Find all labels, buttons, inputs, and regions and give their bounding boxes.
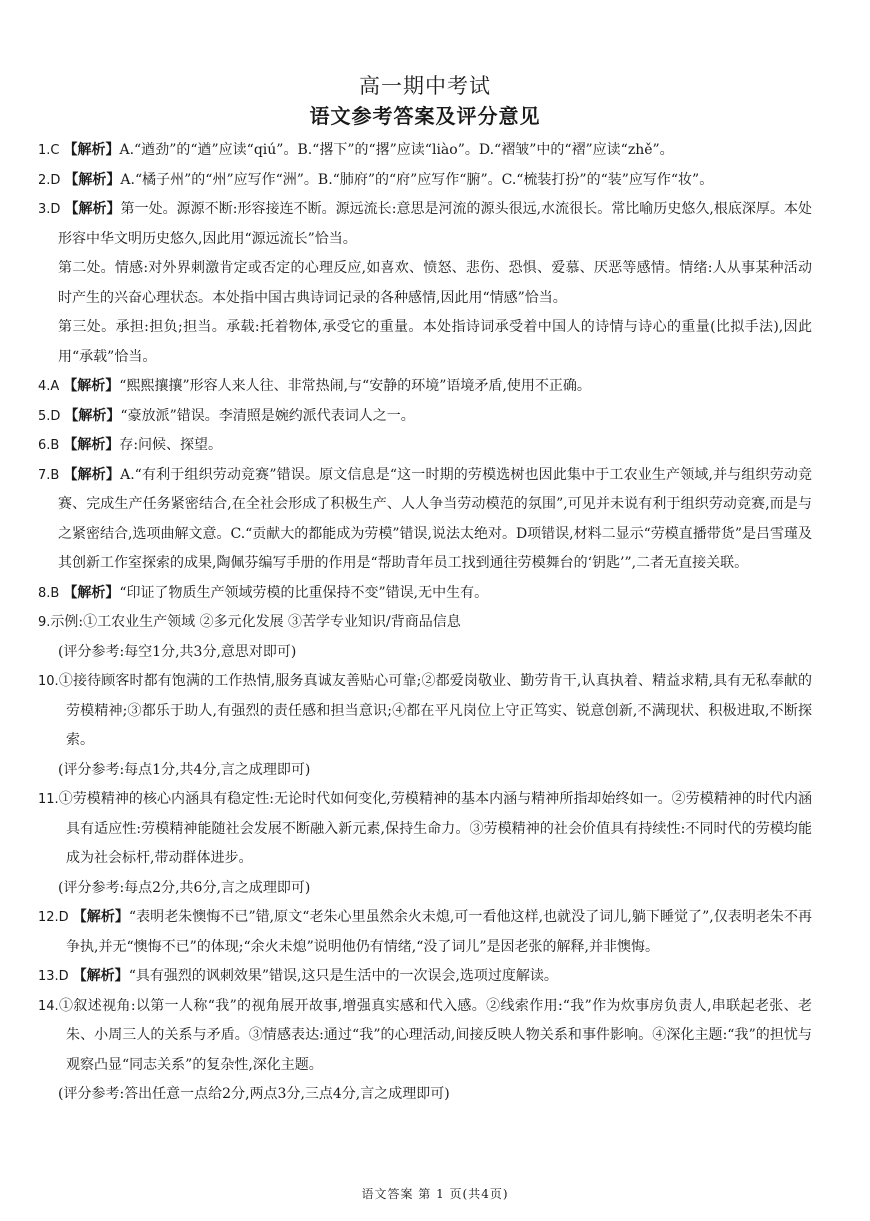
scoring-note-9 (38, 638, 812, 668)
analysis-tag: 【解析】 (72, 968, 129, 984)
answer-item-8 (38, 579, 812, 609)
answer-item-11 (38, 785, 812, 874)
answer-text: A.“橘子州”的“州”应写作“洲”。B.“肺府”的“府”应写作“腑”。C.“梳装打扮”的“装”应写作“妆”。 (120, 171, 714, 188)
answer-item-10 (38, 667, 812, 756)
analysis-tag: 【解析】 (64, 407, 121, 424)
answer-number: 14. (38, 998, 59, 1014)
answer-text: 存:问候、探望。 (119, 437, 223, 453)
analysis-tag: 【解析】 (63, 437, 120, 453)
answer-item-6 (38, 431, 812, 461)
answer-number: 3.D (38, 202, 61, 217)
answer-number: 1.C (38, 143, 60, 158)
answer-number: 13.D (38, 969, 69, 984)
answer-item-3-part-3 (38, 313, 812, 372)
answer-number: 5.D (38, 408, 61, 424)
answer-item-3 (38, 195, 812, 254)
scoring-note-14 (38, 1080, 812, 1110)
answer-number: 8.B (38, 585, 60, 601)
answer-text: ①劳模精神的核心内涵具有稳定性:无论时代如何变化,劳模精神的基本内涵与精神所指却始终如一。②劳模精神的时代内涵具有适应性:劳模精神能随社会发展不断融入新元素,保持生命力。③劳模精神的社会价值具有持续性:不同时代的劳模均能成为社会标杆,带动群体进步。 (58, 791, 812, 866)
answer-text: 第二处。情感:对外界刺激肯定或否定的心理反应,如喜欢、愤怒、悲伤、恐惧、爱慕、厌恶等感情。情绪:人从事某种活动时产生的兴奋心理状态。本处指中国古典诗词记录的各种感情,因此用“情感”恰当。 (58, 260, 812, 306)
answer-number: 11. (38, 792, 59, 807)
answer-text: “表明老朱懊悔不已”错,原文“老朱心里虽然余火未熄,可一看他这样,也就没了词儿,躺下睡觉了”,仅表明老朱不再争执,并无“懊悔不已”的体现;“余火未熄”说明他仍有情绪,“没了词儿”是因老张的解释,并非懊悔。 (66, 909, 812, 955)
answer-text: 示例:①工农业生产领域 ②多元化发展 ③苦学专业知识/背商品信息 (50, 614, 461, 630)
scoring-text: (评分参考:每空1分,共3分,意思对即可) (58, 643, 297, 660)
scoring-note-11 (38, 874, 812, 904)
analysis-tag: 【解析】 (63, 584, 120, 601)
answer-number: 7.B (38, 467, 60, 483)
answer-text: A.“有利于组织劳动竞赛”错误。原文信息是“这一时期的劳模选树也因此集中于工农业生产领域,并与组织劳动竞赛、完成生产任务紧密结合,在全社会形成了积极生产、人人争当劳动模范的氛围”,可见并未说有利于组织劳动竞赛,而是与之紧密结合,选项曲解文意。C.“贡献大的都能成为劳模”错误,说法太绝对。D项错误,材料二显示“劳模直播带货”是吕雪瑾及其创新工作室探索的成果,陶佩芬编写手册的作用是“帮助青年员工找到通往劳模舞台的‘钥匙’”,二者无直接关联。 (58, 466, 813, 571)
page-subtitle: 语文参考答案及评分意见 (309, 104, 541, 128)
answer-item-13 (38, 962, 812, 992)
answer-item-12 (38, 903, 812, 962)
answer-number: 2.D (38, 172, 61, 188)
scoring-text: (评分参考:答出任意一点给2分,两点3分,三点4分,言之成理即可) (58, 1086, 450, 1102)
answer-number: 9. (38, 615, 51, 630)
scoring-text: (评分参考:每点1分,共4分,言之成理即可) (58, 761, 311, 778)
answer-item-14 (38, 992, 812, 1081)
answer-text: ①叙述视角:以第一人称“我”的视角展开故事,增强真实感和代入感。②线索作用:“我”作为炊事房负责人,串联起老张、老朱、小周三人的关系与矛盾。③情感表达:通过“我”的心理活动,间接反映人物关系和事件影响。④深化主题:“我”的担忧与观察凸显“同志关系”的复杂性,深化主题。 (58, 997, 812, 1073)
page-footer: 语文答案 第 1 页(共4页) (361, 1187, 509, 1201)
answer-text: “印证了物质生产领域劳模的比重保持不变”错误,无中生有。 (119, 584, 489, 601)
scoring-note-10 (38, 756, 812, 786)
analysis-tag: 【解析】 (63, 142, 120, 158)
answer-number: 6.B (38, 438, 60, 453)
analysis-tag: 【解析】 (63, 378, 120, 394)
answer-item-4 (38, 372, 812, 402)
answer-item-5 (38, 402, 812, 432)
answer-number: 4.A (38, 379, 60, 394)
answer-item-3-part-2 (38, 254, 812, 313)
answer-text: ①接待顾客时都有饱满的工作热情,服务真诚友善贴心可靠;②都爱岗敬业、勤劳肯干,认真执着、精益求精,具有无私奉献的劳模精神;③都乐于助人,有强烈的责任感和担当意识;④都在平凡岗位上守正笃实、锐意创新,不满现状、积极进取,不断探索。 (58, 673, 812, 748)
answer-text: “具有强烈的讽刺效果”错误,这只是生活中的一次误会,选项过度解读。 (128, 968, 558, 984)
analysis-tag: 【解析】 (64, 201, 121, 217)
answer-item-9 (38, 608, 812, 638)
answer-text: “熙熙攘攘”形容人来人往、非常热闹,与“安静的环境”语境矛盾,使用不正确。 (119, 378, 591, 394)
answer-text: “豪放派”错误。李清照是婉约派代表词人之一。 (120, 407, 415, 424)
scoring-text: (评分参考:每点2分,共6分,言之成理即可) (58, 879, 311, 896)
analysis-tag: 【解析】 (63, 466, 121, 483)
answer-number: 12.D (38, 910, 69, 925)
analysis-tag: 【解析】 (72, 909, 129, 925)
answer-text: 第一处。源源不断:形容接连不断。源远流长:意思是河流的源头很远,水流很长。常比喻历史悠久,根底深厚。本处形容中华文明历史悠久,因此用“源远流长”恰当。 (58, 201, 813, 247)
analysis-tag: 【解析】 (64, 171, 121, 188)
answer-text: A.“遒劲”的“遒”应读“qiú”。B.“撂下”的“撂”应读“liào”。D.“褶皱”中的“褶”应读“zhě”。 (119, 142, 674, 158)
answer-item-7 (38, 461, 812, 579)
answer-item-2 (38, 166, 812, 196)
answer-text: 第三处。承担:担负;担当。承载:托着物体,承受它的重量。本处指诗词承受着中国人的诗情与诗心的重量(比拟手法),因此用“承载”恰当。 (58, 319, 812, 365)
answer-number: 10. (38, 674, 59, 689)
page-title: 高一期中考试 (359, 74, 491, 98)
answer-item-1 (38, 136, 812, 166)
